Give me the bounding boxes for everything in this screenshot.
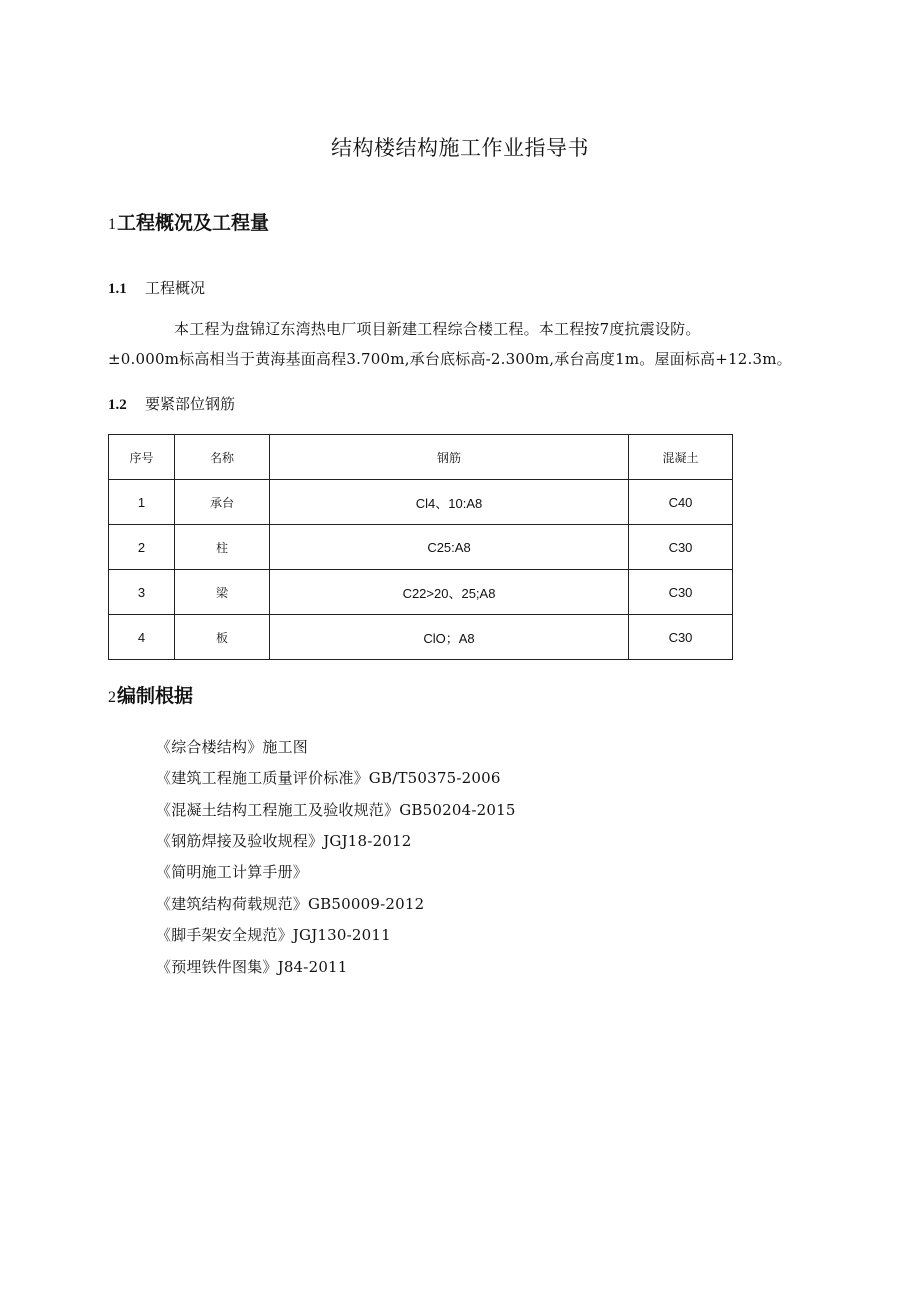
table-row: [109, 615, 733, 660]
cell-rebar: C25:A8: [270, 525, 629, 570]
reference-item: 《混凝土结构工程施工及验收规范》GB50204-2015: [156, 801, 516, 819]
cell-index: 3: [109, 570, 175, 615]
subsection-1-1-heading: [108, 277, 205, 298]
section-1-heading: [108, 208, 269, 235]
section-2-number: 2: [108, 689, 116, 706]
header-cell-name: 名称: [175, 435, 270, 480]
rebar-spec-table: [108, 434, 733, 660]
table-row: [109, 480, 733, 525]
cell-concrete: C30: [629, 525, 733, 570]
cell-index: 4: [109, 615, 175, 660]
header-cell-index: 序号: [109, 435, 175, 480]
subsection-1-1-title: 工程概况: [145, 279, 206, 297]
overview-paragraph-line-2: ±0.000m标高相当于黄海基面高程3.700m,承台底标高-2.300m,承台高度1m。屋面标高+12.3m。: [108, 350, 792, 368]
cell-name: 梁: [175, 570, 270, 615]
table-header-row: [109, 435, 733, 480]
reference-item: 《建筑结构荷载规范》GB50009-2012: [156, 895, 425, 913]
header-cell-rebar: 钢筋: [270, 435, 629, 480]
section-2-heading: [108, 681, 193, 708]
section-1-number: 1: [108, 216, 116, 233]
cell-index: 1: [109, 480, 175, 525]
subsection-1-2-number: 1.2: [108, 397, 127, 413]
cell-rebar: Cl4、10:A8: [270, 480, 629, 525]
table-row: [109, 525, 733, 570]
cell-name: 板: [175, 615, 270, 660]
subsection-1-1-number: 1.1: [108, 281, 127, 297]
document-title: 结构楼结构施工作业指导书: [331, 136, 589, 160]
subsection-1-2-heading: [108, 393, 235, 414]
cell-index: 2: [109, 525, 175, 570]
cell-concrete: C30: [629, 570, 733, 615]
cell-concrete: C30: [629, 615, 733, 660]
reference-item: 《简明施工计算手册》: [156, 863, 309, 881]
cell-rebar: ClO；A8: [270, 615, 629, 660]
reference-item: 《脚手架安全规范》JGJ130-2011: [156, 926, 391, 944]
header-cell-concrete: 混凝土: [629, 435, 733, 480]
section-1-title: 工程概况及工程量: [117, 212, 270, 234]
cell-concrete: C40: [629, 480, 733, 525]
reference-item: 《预埋铁件图集》J84-2011: [156, 958, 348, 976]
section-2-title: 编制根据: [117, 685, 194, 707]
cell-rebar: C22>20、25;A8: [270, 570, 629, 615]
table-row: [109, 570, 733, 615]
subsection-1-2-title: 要紧部位钢筋: [145, 395, 236, 413]
cell-name: 承台: [175, 480, 270, 525]
overview-paragraph-line-1: 本工程为盘锦辽东湾热电厂项目新建工程综合楼工程。本工程按7度抗震设防。: [174, 320, 701, 338]
cell-name: 柱: [175, 525, 270, 570]
reference-item: 《综合楼结构》施工图: [156, 738, 309, 756]
reference-item: 《建筑工程施工质量评价标准》GB/T50375-2006: [156, 769, 501, 787]
reference-item: 《钢筋焊接及验收规程》JGJ18-2012: [156, 832, 412, 850]
